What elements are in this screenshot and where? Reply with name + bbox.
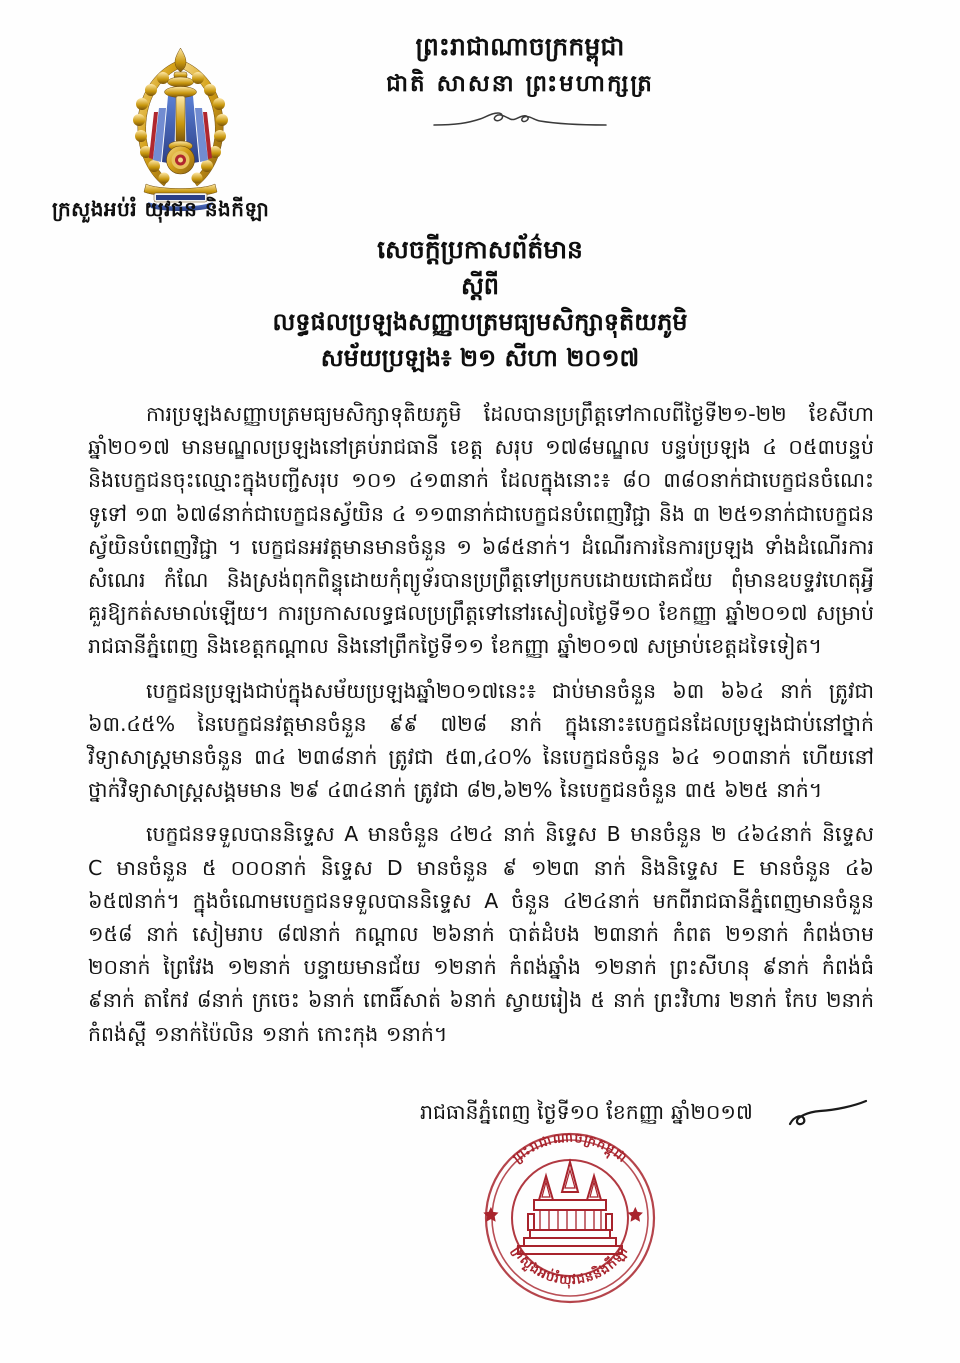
- paragraph-pass-statistics: បេក្ខជនប្រឡងជាប់ក្នុងសម័យប្រឡងឆ្នាំ២០១៧នេះ៖ ជាប់មានចំនួន ៦៣ ៦៦៤ នាក់ ត្រូវជា ៦៣.៤៥% នៃបេក្ខជនវត្តមានចំនួន ៩៩ ៧២៨ នាក់ ក្នុងនោះ៖បេក្ខជនដែលប្រឡងជាប់នៅថ្នាក់វិទ្យាសាស្ត្រមានចំនួន ៣៤ ២៣៨នាក់ ត្រូវជា ៥៣,៤០% នៃបេក្ខជនចំនួន ៦៤ ១០៣នាក់ ហើយនៅថ្នាក់វិទ្យាសាស្ត្រសង្គមមាន ២៩ ៤៣៤នាក់ ត្រូវជា ៨២,៦២% នៃបេក្ខជនចំនួន ៣៥ ៦២៥ នាក់។: [88, 678, 874, 803]
- title-subject-label: ស្តីពី: [460, 272, 500, 301]
- signature-place-and-date: រាជធានីភ្នំពេញ ថ្ងៃទី១០ ខែកញ្ញា ឆ្នាំ២០១៧: [420, 1100, 753, 1124]
- title-exam-session: សម័យប្រឡង៖ ២១ សីហា ២០១៧: [320, 344, 640, 373]
- royal-emblem-of-cambodia-icon: [118, 38, 243, 218]
- kingdom-title: ព្រះរាជាណាចក្រកម្ពុជា: [415, 32, 625, 61]
- national-header: [260, 30, 780, 133]
- title-block: [120, 232, 840, 377]
- svg-text:ក្រសួងអប់រំយុវជននិងកីឡា: ក្រសួងអប់រំយុវជននិងកីឡា: [508, 1243, 632, 1289]
- ministry-name: ក្រសួងអប់រំ យុវជន និងកីឡា: [52, 197, 270, 221]
- body-text: [88, 398, 874, 1062]
- press-release-title: សេចក្តីប្រកាសព័ត៌មាន: [377, 235, 583, 264]
- official-round-seal-icon: [470, 1118, 670, 1318]
- svg-text:ព្រះរាជាណាចក្រកម្ពុជា: ព្រះរាជាណាចក្រកម្ពុជា: [510, 1130, 630, 1167]
- handwritten-signature-icon: [788, 1098, 868, 1134]
- paragraph-exam-overview: ការប្រឡងសញ្ញាបត្រមធ្យមសិក្សាទុតិយភូមិ ដែលបានប្រព្រឹត្តទៅកាលពីថ្ងៃទី២១-២២ ខែសីហា ឆ្នាំ២០១៧ មានមណ្ឌលប្រឡងនៅគ្រប់រាជធានី ខេត្ត សរុប ១៧៨មណ្ឌល បន្ទប់ប្រឡង ៤ ០៥៣បន្ទប់ និងបេក្ខជនចុះឈ្មោះក្នុងបញ្ជីសរុប ១០១ ៤១៣នាក់ ដែលក្នុងនោះ៖ ៨០ ៣៨០នាក់ជាបេក្ខជនចំណេះទូទៅ ១៣ ៦៧៨នាក់ជាបេក្ខជនស្វ័យិន ៤ ១១៣នាក់ជាបេក្ខជនបំពេញវិជ្ជា និង ៣ ២៥១នាក់ជាបេក្ខជនស្វ័យិនបំពេញវិជ្ជា ។ បេក្ខជនអវត្តមានមានចំនួន ១ ៦៨៥នាក់។ ដំណើរការនៃការប្រឡង ទាំងដំណើរការសំណេរ កំណែ និងស្រង់ពុកពិន្ទុដោយកុំព្យូទ័របានប្រព្រឹត្តទៅប្រកបដោយជោគជ័យ ពុំមានឧបទ្ទវហេតុអ្វីគួរឱ្យកត់សមាល់ឡើយ។ ការប្រកាសលទ្ធផលប្រព្រឹត្តទៅនៅរសៀលថ្ងៃទី១០ ខែកញ្ញា ឆ្នាំ២០១៧ សម្រាប់រាជធានីភ្នំពេញ និងខេត្តកណ្ដាល និងនៅព្រឹកថ្ងៃទី១១ ខែកញ្ញា ឆ្នាំ២០១៧ សម្រាប់ខេត្តដទៃទៀត។: [88, 402, 874, 659]
- decorative-flourish-divider-icon: [430, 107, 610, 133]
- title-topic: លទ្ធផលប្រឡងសញ្ញាបត្រមធ្យមសិក្សាទុតិយភូមិ: [272, 308, 688, 337]
- national-motto: ជាតិ សាសនា ព្រះមហាក្សត្រ: [386, 70, 654, 97]
- paragraph-grade-distribution: បេក្ខជនទទួលបាននិទ្ទេស A មានចំនួន ៤២៤ នាក់ និទ្ទេស B មានចំនួន ២ ៤៦៤នាក់ និទ្ទេស C មានចំនួន ៥ ០០០នាក់ និទ្ទេស D មានចំនួន ៩ ១២៣ នាក់ និងនិទ្ទេស E មានចំនួន ៤៦ ៦៥៧នាក់។ ក្នុងចំណោមបេក្ខជនទទួលបាននិទ្ទេស A ចំនួន ៤២៤នាក់ មកពីរាជធានីភ្នំពេញមានចំនួន ១៥៨ នាក់ សៀមរាប ៨៧នាក់ កណ្ដាល ២៦នាក់ បាត់ដំបង ២៣នាក់ កំពត ២១នាក់ កំពង់ចាម ២០នាក់ ព្រៃវែង ១២នាក់ បន្ទាយមានជ័យ ១២នាក់ កំពង់ឆ្នាំង ១២នាក់ ព្រះសីហនុ ៩នាក់ កំពង់ធំ ៩នាក់ តាកែវ ៨នាក់ ក្រចេះ ៦នាក់ ពោធិ៍សាត់ ៦នាក់ ស្វាយរៀង ៥ នាក់ ព្រះវិហារ ២នាក់ កែប ២នាក់ កំពង់ស្ពឺ ១នាក់ប៉ៃលិន ១នាក់ កោះកុង ១នាក់។: [88, 822, 874, 1046]
